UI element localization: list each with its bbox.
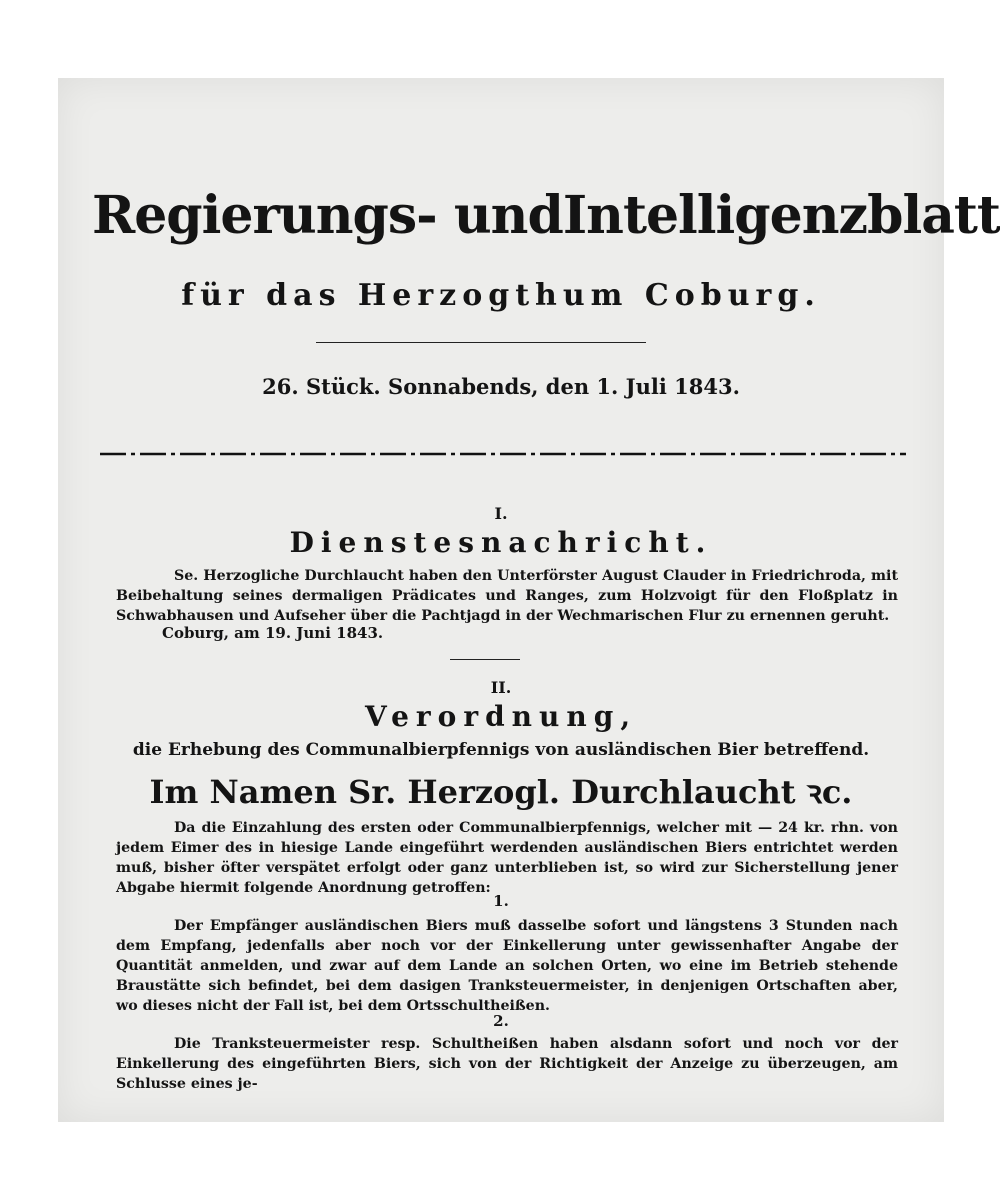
paragraph-2-text: Die Tranksteuermeister resp. Schultheißen haben alsdann sofort und noch vor der Einkellerung des eingeführten Biers, sich von der Richtigkeit der Anzeige zu überzeugen, am Schlusse eines je- (116, 1036, 898, 1092)
document-page (58, 78, 1000, 1122)
paragraph-2-number: 2. (493, 1012, 509, 1030)
section-2-subtitle: die Erhebung des Communalbierpfennigs von ausländischen Bier betreffend. (132, 740, 870, 760)
issue-line: 26. Stück. Sonnabends, den 1. Juli 1843. (262, 374, 740, 399)
section-1-title: Dienstesnachricht. (289, 526, 713, 559)
masthead (92, 166, 1000, 266)
dashed-divider (100, 450, 906, 458)
paragraph-1-number: 1. (493, 892, 509, 910)
masthead-subtitle: für das Herzogthum Coburg. (181, 278, 821, 313)
divider-rule (316, 342, 646, 343)
proclamation-heading: Im Namen Sr. Herzogl. Durchlaucht ꝛc. (149, 773, 853, 811)
section-divider (450, 659, 520, 660)
section-2-intro: Da die Einzahlung des ersten oder Communalbierpfennigs, welcher mit — 24 kr. rhn. von jedem Eimer des in hiesige Lande eingeführt werdenden ausländischen Biers entrichtet werden muß, bisher öfter verspätet erfolgt oder ganz unterblieben ist, so wird zur Sicherstellung jener Abgabe hiermit folgende Anordnung getroffen: (116, 820, 898, 896)
masthead-title-right: Intelligenzblatt (562, 185, 1000, 246)
masthead-title-left: Regierungs- und (92, 185, 563, 246)
page-content (58, 78, 1000, 1122)
section-1-body: Se. Herzogliche Durchlaucht haben den Unterförster August Clauder in Friedrichroda, mit Beibehaltung seines dermaligen Prädicates und Ranges, zum Holzvoigt für den Floßplatz in Schwabhausen und Aufseher über die Pachtjagd in der Wechmarischen Flur zu ernennen geruht. (116, 568, 898, 624)
paragraph-1-text: Der Empfänger ausländischen Biers muß dasselbe sofort und längstens 3 Stunden nach dem Empfang, jedenfalls aber noch vor der Einkellerung unter gewissenhafter Angabe der Quantität anmelden, und zwar auf dem Lande an solchen Orten, wo eine im Betrieb stehende Braustätte sich befindet, bei dem dasigen Tranksteuermeister, in denjenigen Ortschaften aber, wo dieses nicht der Fall ist, bei dem Ortsschultheißen. (116, 918, 898, 1014)
section-1-numeral: I. (494, 504, 508, 523)
section-2-title: Verordnung, (364, 700, 638, 733)
section-1-dateline: Coburg, am 19. Juni 1843. (162, 624, 384, 642)
section-2-numeral: II. (490, 678, 512, 697)
